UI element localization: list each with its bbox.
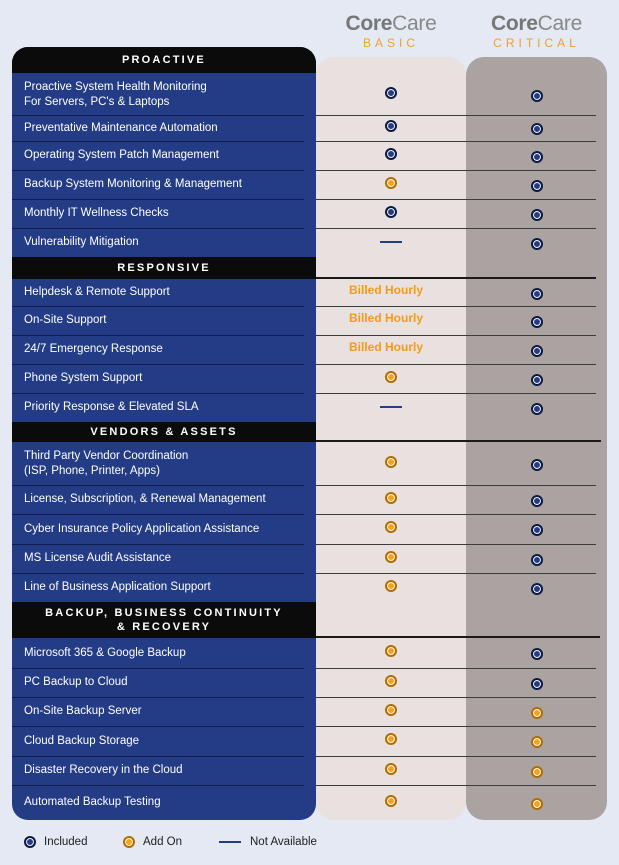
feature-row [12, 668, 316, 697]
legend-addon-label: Add On [143, 836, 182, 848]
row-divider [316, 306, 596, 307]
feature-list-panel [12, 47, 316, 820]
included-icon [531, 524, 543, 536]
row-divider [316, 485, 596, 486]
row-divider [316, 141, 596, 142]
feature-row [12, 785, 316, 820]
feature-label: Helpdesk & Remote Support [24, 286, 170, 298]
feature-label: License, Subscription, & Renewal Management [24, 493, 266, 505]
section-header [12, 602, 316, 638]
feature-label: Cloud Backup Storage [24, 734, 140, 747]
feature-row [12, 228, 316, 257]
section-rule [316, 636, 600, 638]
feature-row [12, 279, 316, 306]
feature-label: Cyber Insurance Policy Application Assistance [24, 522, 260, 535]
add-on-icon [531, 736, 543, 748]
legend-not-available [219, 836, 317, 848]
critical-plan-header [466, 12, 607, 50]
feature-label: 24/7 Emergency Response [24, 343, 163, 355]
feature-label: On-Site Support [24, 314, 107, 326]
feature-label: Phone System Support [24, 372, 143, 384]
row-divider [316, 726, 596, 727]
add-on-icon [531, 798, 543, 810]
feature-row [12, 697, 316, 726]
legend-included [24, 836, 87, 848]
add-on-icon [385, 521, 397, 533]
feature-label: Operating System Patch Management [24, 149, 219, 161]
row-divider [316, 393, 596, 394]
feature-row [12, 544, 316, 573]
feature-row [12, 514, 316, 544]
row-divider [316, 115, 596, 116]
add-on-icon [385, 456, 397, 468]
add-on-icon [385, 177, 397, 189]
add-on-icon [385, 733, 397, 745]
section-header [12, 47, 316, 73]
included-icon [531, 238, 543, 250]
included-icon [385, 206, 397, 218]
basic-plan-brand: CoreCare [345, 12, 437, 35]
feature-label: Proactive System Health Monitoring For Servers, PC's & Laptops [24, 81, 207, 108]
feature-row [12, 756, 316, 785]
included-icon [531, 554, 543, 566]
feature-row [12, 199, 316, 228]
critical-plan-brand: CoreCare [491, 12, 582, 35]
not-available-icon [219, 841, 241, 843]
row-divider [316, 697, 596, 698]
row-divider [316, 228, 596, 229]
feature-row [12, 393, 316, 422]
feature-label: Third Party Vendor Coordination (ISP, Phone, Printer, Apps) [24, 449, 189, 477]
not-available-icon [380, 241, 402, 243]
row-divider [316, 785, 596, 786]
legend-addon [123, 836, 182, 848]
included-icon [531, 316, 543, 328]
add-on-icon [385, 704, 397, 716]
add-on-icon [385, 551, 397, 563]
feature-row [12, 573, 316, 602]
feature-label: Monthly IT Wellness Checks [24, 207, 169, 219]
row-divider [316, 364, 596, 365]
included-icon [24, 836, 36, 848]
included-icon [531, 374, 543, 386]
feature-row [12, 141, 316, 170]
included-icon [531, 180, 543, 192]
feature-label: Disaster Recovery in the Cloud [24, 764, 183, 776]
included-icon [531, 288, 543, 300]
billed-hourly-label: Billed Hourly [349, 282, 424, 297]
section-header [12, 422, 316, 442]
add-on-icon [385, 763, 397, 775]
section-rule [316, 440, 601, 442]
feature-label: Automated Backup Testing [24, 796, 161, 808]
billed-hourly-label: Billed Hourly [349, 310, 424, 325]
included-icon [531, 345, 543, 357]
not-available-icon [380, 406, 402, 408]
row-divider [316, 199, 596, 200]
feature-row [12, 335, 316, 364]
feature-row [12, 638, 316, 668]
feature-row [12, 485, 316, 514]
add-on-icon [385, 675, 397, 687]
included-icon [531, 648, 543, 660]
row-divider [316, 544, 596, 545]
feature-row [12, 306, 316, 335]
feature-row [12, 442, 316, 485]
add-on-icon [123, 836, 135, 848]
section-rule [316, 277, 596, 279]
feature-label: Vulnerability Mitigation [24, 236, 139, 248]
included-icon [385, 120, 397, 132]
feature-row [12, 170, 316, 199]
add-on-icon [385, 580, 397, 592]
feature-label: On-Site Backup Server [24, 705, 142, 717]
section-title: VENDORS & ASSETS [90, 426, 238, 438]
billed-hourly-label: Billed Hourly [349, 339, 424, 354]
feature-label: Priority Response & Elevated SLA [24, 401, 199, 413]
included-icon [531, 403, 543, 415]
critical-plan-column [466, 57, 607, 820]
section-header [12, 257, 316, 279]
feature-label: Backup System Monitoring & Management [24, 178, 242, 190]
row-divider [316, 668, 596, 669]
add-on-icon [531, 707, 543, 719]
row-divider [316, 756, 596, 757]
included-icon [385, 148, 397, 160]
included-icon [531, 209, 543, 221]
critical-plan-tier: CRITICAL [493, 36, 580, 50]
section-title: RESPONSIVE [117, 262, 211, 274]
included-icon [531, 495, 543, 507]
legend-na-label: Not Available [250, 836, 317, 848]
row-divider [316, 514, 596, 515]
add-on-icon [385, 645, 397, 657]
feature-label: Preventative Maintenance Automation [24, 121, 218, 134]
included-icon [531, 90, 543, 102]
basic-plan-tier: BASIC [362, 36, 419, 50]
add-on-icon [531, 766, 543, 778]
section-title: PROACTIVE [122, 54, 206, 66]
add-on-icon [385, 492, 397, 504]
feature-row [12, 115, 316, 141]
row-divider [316, 573, 596, 574]
legend-included-label: Included [44, 836, 88, 848]
feature-label: Line of Business Application Support [24, 581, 211, 593]
included-icon [531, 123, 543, 135]
included-icon [531, 151, 543, 163]
included-icon [531, 678, 543, 690]
section-title: BACKUP, BUSINESS CONTINUITY & RECOVERY [45, 607, 283, 633]
included-icon [531, 583, 543, 595]
basic-plan-header [316, 12, 466, 50]
feature-label: PC Backup to Cloud [24, 676, 128, 688]
included-icon [385, 87, 397, 99]
row-divider [316, 170, 596, 171]
included-icon [531, 459, 543, 471]
add-on-icon [385, 371, 397, 383]
feature-label: MS License Audit Assistance [24, 552, 172, 564]
feature-row [12, 75, 316, 115]
feature-row [12, 726, 316, 756]
feature-row [12, 364, 316, 393]
row-divider [316, 335, 596, 336]
add-on-icon [385, 795, 397, 807]
feature-label: Microsoft 365 & Google Backup [24, 646, 186, 659]
